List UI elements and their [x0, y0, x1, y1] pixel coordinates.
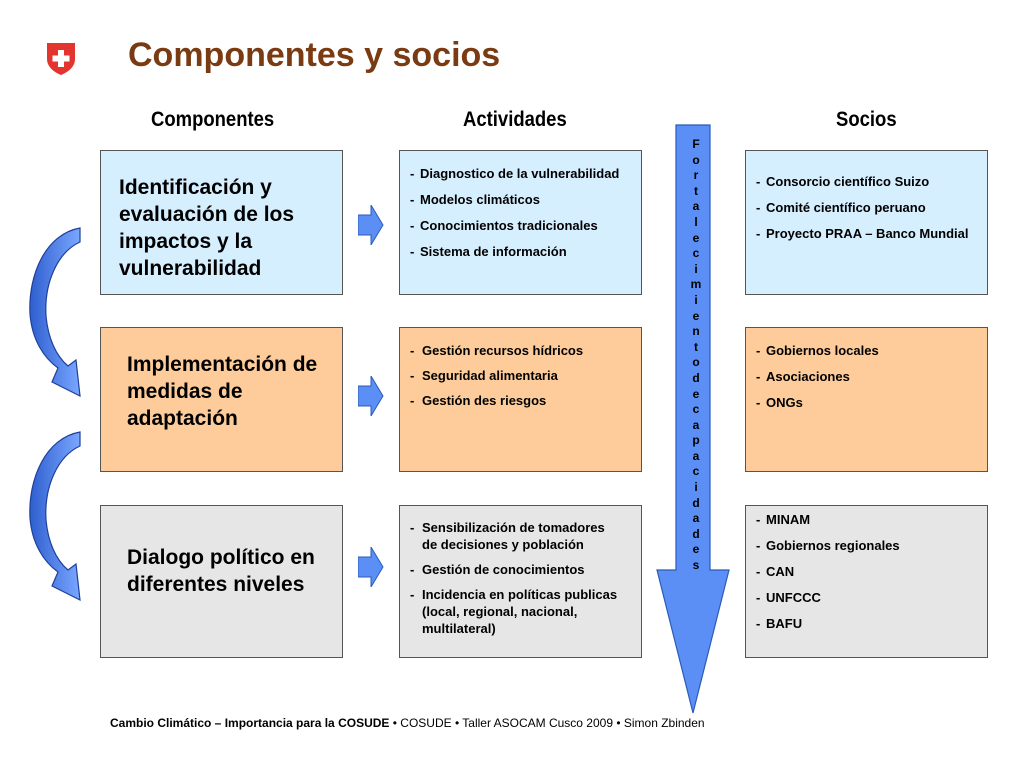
vertical-label-letter: o [692, 355, 700, 370]
component-text-1: Identificación y evaluación de los impactos y la vulnerabilidad [119, 176, 295, 280]
activity-item: - Gestión des riesgos [410, 392, 638, 409]
vertical-label-letter: e [692, 308, 700, 323]
footer-bold: Cambio Climático – Importancia para la COSUDE [110, 716, 390, 730]
vertical-label-letter: a [692, 511, 700, 526]
activities-box-2 [399, 327, 642, 472]
arrow-right-icon [358, 205, 384, 245]
partner-item: - Asociaciones [756, 368, 971, 385]
activities-box-3 [399, 505, 642, 658]
vertical-label-letter: o [692, 152, 700, 167]
activities-box-1 [399, 150, 642, 295]
header-actividades: Actividades [463, 108, 567, 131]
vertical-label-letter: e [692, 542, 700, 557]
vertical-label-letter: d [692, 526, 700, 541]
swiss-cross-logo [46, 42, 76, 76]
activity-item: - Sistema de información [410, 243, 638, 260]
activity-item: - Seguridad alimentaria [410, 367, 638, 384]
partner-item: - Gobiernos regionales [756, 537, 971, 554]
vertical-label-letter: c [692, 464, 700, 479]
partner-item: - Consorcio científico Suizo [756, 173, 971, 190]
vertical-label-letter: d [692, 495, 700, 510]
footer [110, 716, 705, 730]
vertical-label-letter: e [692, 386, 700, 401]
vertical-label-letter: t [694, 339, 698, 354]
partner-item: - Comité científico peruano [756, 199, 971, 216]
vertical-label-letter: a [692, 448, 700, 463]
vertical-label-letter: d [692, 370, 700, 385]
partners-box-2 [745, 327, 988, 472]
partner-item: - BAFU [756, 615, 971, 632]
partner-item: - ONGs [756, 394, 971, 411]
footer-rest: • COSUDE • Taller ASOCAM Cusco 2009 • Simon Zbinden [389, 716, 705, 730]
component-box-3 [100, 505, 343, 658]
partner-item: - MINAM [756, 511, 971, 528]
component-text-3: Dialogo político en diferentes niveles [127, 546, 315, 596]
vertical-label-letter: a [692, 417, 700, 432]
vertical-label [676, 137, 716, 574]
partners-box-3 [745, 505, 988, 658]
header-componentes: Componentes [151, 108, 275, 131]
curved-arrow-icon [22, 226, 84, 398]
arrow-right-icon [358, 547, 384, 587]
vertical-label-letter: p [692, 433, 700, 448]
activity-item: - Conocimientos tradicionales [410, 217, 638, 234]
partner-item: - UNFCCC [756, 589, 971, 606]
header-socios: Socios [836, 108, 897, 131]
component-box-1 [100, 150, 343, 295]
vertical-label-letter: i [694, 480, 698, 495]
vertical-label-letter: l [694, 214, 698, 229]
vertical-label-letter: a [692, 199, 700, 214]
vertical-label-letter: c [692, 246, 700, 261]
vertical-label-letter: c [692, 402, 700, 417]
vertical-label-letter: m [690, 277, 702, 292]
vertical-label-letter: t [694, 183, 698, 198]
partner-item: - Gobiernos locales [756, 342, 971, 359]
activity-item: - Modelos climáticos [410, 191, 638, 208]
activity-item: - Gestión de conocimientos [410, 561, 622, 578]
vertical-label-letter: F [692, 137, 700, 151]
vertical-label-letter: e [692, 230, 700, 245]
component-box-2 [100, 327, 343, 472]
page-title: Componentes y socios [128, 36, 501, 74]
arrow-right-icon [358, 376, 384, 416]
vertical-label-letter: s [692, 558, 700, 573]
vertical-label-letter: i [694, 261, 698, 276]
partner-item: - CAN [756, 563, 971, 580]
vertical-label-letter: r [693, 168, 699, 183]
activity-item: - Incidencia en políticas publicas (local, regional, nacional, multilateral) [410, 586, 622, 637]
curved-arrow-icon [22, 430, 84, 602]
partners-box-1 [745, 150, 988, 295]
vertical-label-letter: n [692, 324, 700, 339]
activity-item: - Sensibilización de tomadores de decisiones y población [410, 519, 622, 553]
partner-item: - Proyecto PRAA – Banco Mundial [756, 225, 971, 242]
component-text-2: Implementación de medidas de adaptación [127, 353, 318, 430]
vertical-label-letter: i [694, 292, 698, 307]
activity-item: - Diagnostico de la vulnerabilidad [410, 165, 638, 182]
activity-item: - Gestión recursos hídricos [410, 342, 638, 359]
